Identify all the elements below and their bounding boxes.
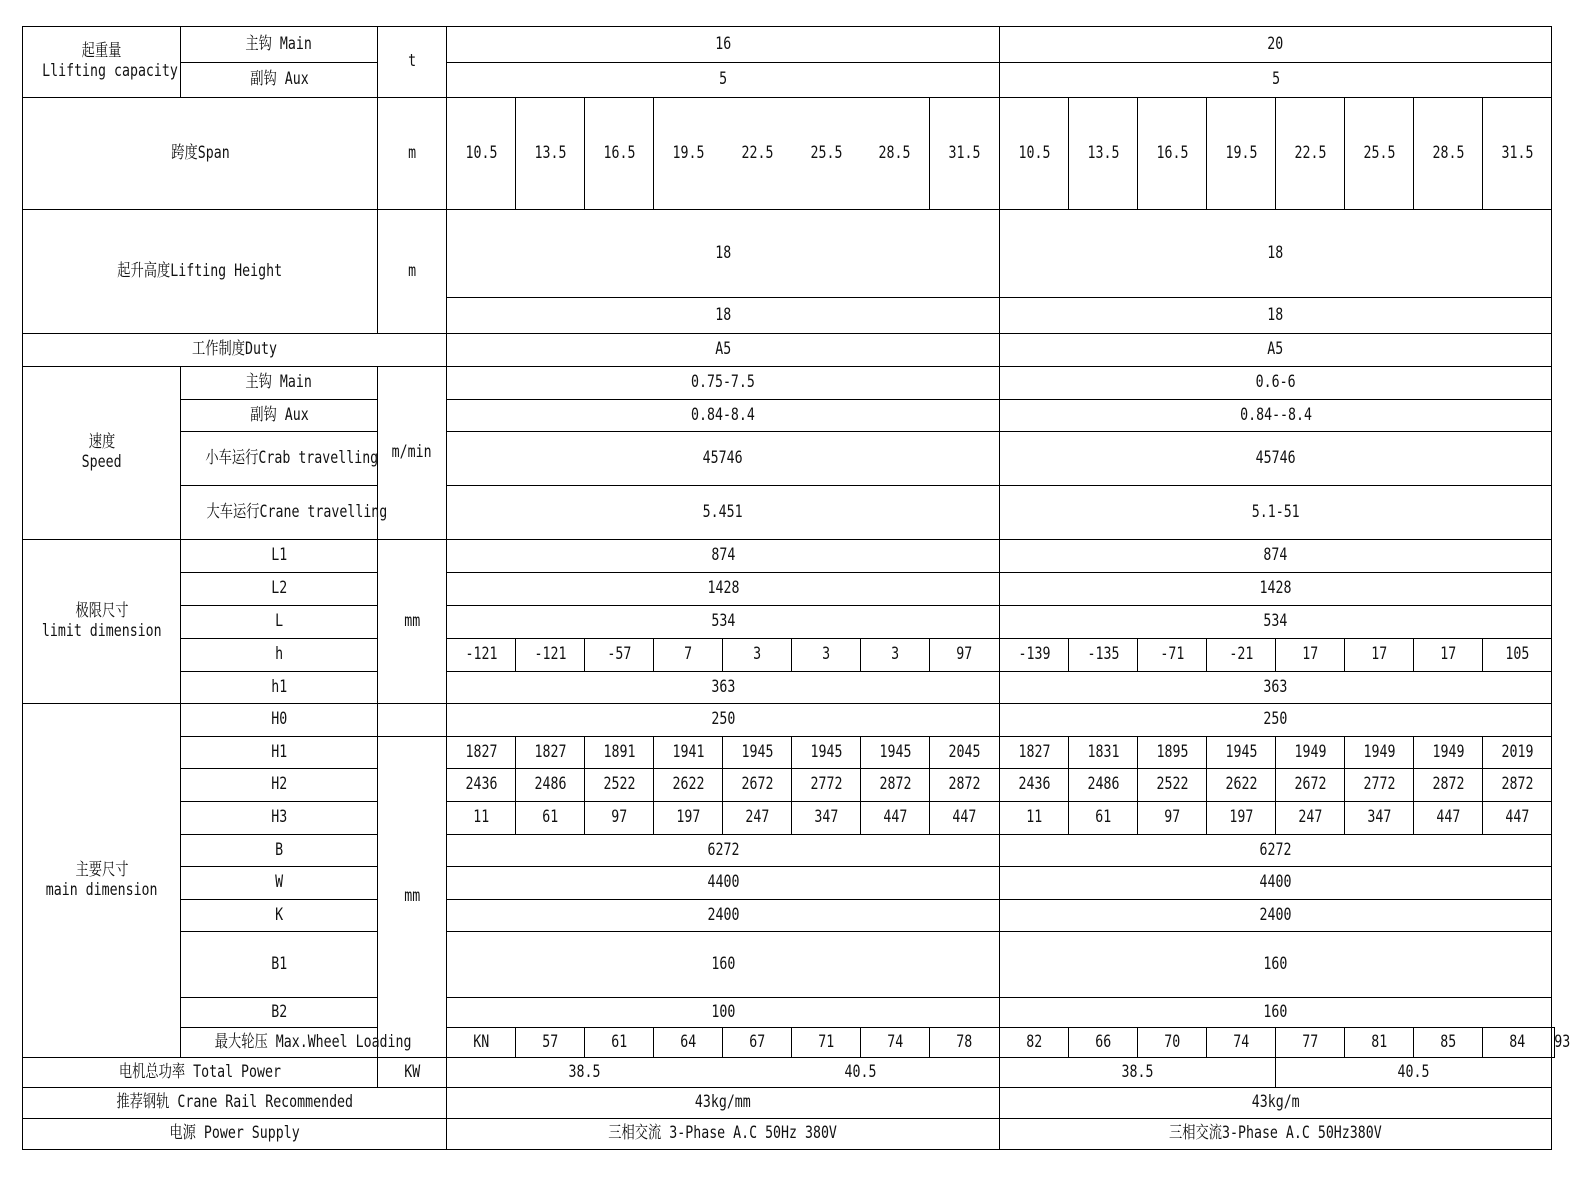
main-dim-H3-cell: 447 — [1414, 802, 1483, 835]
limit-unit: mm — [378, 540, 447, 704]
speed-crane-16: 5.451 — [447, 486, 1000, 540]
capacity-unit: t — [378, 27, 447, 98]
wheel-loading-cell: 85 — [1414, 1028, 1483, 1058]
limit-h-cell: -139 — [1000, 639, 1069, 672]
span-cell: 22.5 — [723, 98, 792, 210]
limit-h-cell: 17 — [1414, 639, 1483, 672]
main-dim-H3-cell: 447 — [1483, 802, 1552, 835]
wheel-loading-cell: 71 — [792, 1028, 861, 1058]
wheel-loading-cell: 66 — [1069, 1028, 1138, 1058]
main-dim-H1-cell: 1949 — [1414, 737, 1483, 769]
span-cell: 28.5 — [861, 98, 930, 210]
wheel-loading-cell: 77 — [1276, 1028, 1345, 1058]
rail-16: 43kg/mm — [447, 1088, 1000, 1119]
limit-h-cell: -135 — [1069, 639, 1138, 672]
wheel-loading-cell: 81 — [1345, 1028, 1414, 1058]
span-cell: 28.5 — [1414, 98, 1483, 210]
limit-L-16: 534 — [447, 606, 1000, 639]
limit-h-cell: -57 — [585, 639, 654, 672]
main-dim-H1-cell: 1895 — [1138, 737, 1207, 769]
limit-h-cell: 3 — [723, 639, 792, 672]
speed-main-label: 主钩 Main — [181, 367, 378, 400]
main-dim-H2-cell: 2672 — [723, 769, 792, 802]
capacity-label — [23, 27, 181, 98]
span-cell: 25.5 — [1345, 98, 1414, 210]
duty-20: A5 — [1000, 334, 1552, 367]
limit-h-cell: -121 — [516, 639, 585, 672]
main-dim-H1-label: H1 — [181, 737, 378, 769]
capacity-main-20: 20 — [1000, 27, 1552, 63]
main-dim-H2-cell: 2772 — [792, 769, 861, 802]
limit-L2-20: 1428 — [1000, 573, 1552, 606]
total-power-unit: KW — [378, 1058, 447, 1088]
main-dim-B2-label: B2 — [181, 998, 378, 1028]
main-dim-H2-cell: 2436 — [1000, 769, 1069, 802]
limit-h1-16: 363 — [447, 672, 1000, 704]
main-dim-B2-16: 100 — [447, 998, 1000, 1028]
capacity-main-16: 16 — [447, 27, 1000, 63]
limit-h-cell: -21 — [1207, 639, 1276, 672]
total-power-c: 38.5 — [1000, 1058, 1276, 1088]
main-dim-H3-cell: 447 — [861, 802, 930, 835]
capacity-aux-20: 5 — [1000, 63, 1552, 98]
main-dim-W-20: 4400 — [1000, 867, 1552, 900]
main-dim-B-20: 6272 — [1000, 835, 1552, 867]
main-dim-H3-cell: 347 — [1345, 802, 1414, 835]
speed-crane-20: 5.1-51 — [1000, 486, 1552, 540]
speed-main-20: 0.6-6 — [1000, 367, 1552, 400]
duty-16: A5 — [447, 334, 1000, 367]
limit-h1-label: h1 — [181, 672, 378, 704]
main-dim-H1-cell: 1941 — [654, 737, 723, 769]
main-dim-H0-16: 250 — [447, 704, 1000, 737]
lifting-height-main-16: 18 — [447, 210, 1000, 298]
power-supply-label: 电源 Power Supply — [23, 1119, 447, 1150]
total-power-b: 40.5 — [723, 1058, 1000, 1088]
main-dim-H1-cell: 1831 — [1069, 737, 1138, 769]
main-dim-H2-cell: 2622 — [654, 769, 723, 802]
main-dim-H2-label: H2 — [181, 769, 378, 802]
speed-aux-16: 0.84-8.4 — [447, 400, 1000, 432]
main-dim-H1-cell: 1891 — [585, 737, 654, 769]
capacity-label-en: Llifting capacity — [42, 61, 178, 81]
speed-crab-20: 45746 — [1000, 432, 1552, 486]
speed-main-16: 0.75-7.5 — [447, 367, 1000, 400]
speed-aux-label: 副钩 Aux — [181, 400, 378, 432]
speed-crab-16: 45746 — [447, 432, 1000, 486]
capacity-aux-16: 5 — [447, 63, 1000, 98]
total-power-d: 40.5 — [1276, 1058, 1552, 1088]
limit-L2-16: 1428 — [447, 573, 1000, 606]
main-dim-H2-cell: 2522 — [1138, 769, 1207, 802]
limit-h-cell: 105 — [1483, 639, 1552, 672]
limit-L1-label: L1 — [181, 540, 378, 573]
main-dim-H3-cell: 61 — [516, 802, 585, 835]
span-cell: 10.5 — [1000, 98, 1069, 210]
wheel-loading-cell: 82 — [1000, 1028, 1069, 1058]
wheel-loading-cell: 78 — [930, 1028, 1000, 1058]
duty-label: 工作制度Duty — [23, 334, 447, 367]
main-dim-H1-cell: 1827 — [447, 737, 516, 769]
main-dim-W-16: 4400 — [447, 867, 1000, 900]
limit-h-cell: -121 — [447, 639, 516, 672]
wheel-loading-cell: 93 — [1552, 1028, 1555, 1058]
wheel-loading-cell: 57 — [516, 1028, 585, 1058]
main-dim-H2-cell: 2486 — [1069, 769, 1138, 802]
wheel-loading-unit: KN — [447, 1028, 516, 1058]
main-dim-W-label: W — [181, 867, 378, 900]
power-supply-16: 三相交流 3-Phase A.C 50Hz 380V — [447, 1119, 1000, 1150]
span-cell: 19.5 — [1207, 98, 1276, 210]
main-dim-H1-cell: 1827 — [1000, 737, 1069, 769]
wheel-loading-cell: 67 — [723, 1028, 792, 1058]
speed-aux-20: 0.84--8.4 — [1000, 400, 1552, 432]
main-dim-B-16: 6272 — [447, 835, 1000, 867]
main-dim-H2-cell: 2772 — [1345, 769, 1414, 802]
main-dim-H2-cell: 2872 — [861, 769, 930, 802]
main-dim-H1-cell: 1945 — [792, 737, 861, 769]
main-dim-H1-cell: 1945 — [723, 737, 792, 769]
main-dim-B1-label: B1 — [181, 932, 378, 998]
main-dim-H1-cell: 1949 — [1276, 737, 1345, 769]
span-unit: m — [378, 98, 447, 210]
main-dim-H3-cell: 197 — [1207, 802, 1276, 835]
main-dim-H2-cell: 2622 — [1207, 769, 1276, 802]
limit-h-cell: -71 — [1138, 639, 1207, 672]
limit-L1-16: 874 — [447, 540, 1000, 573]
main-dim-K-label: K — [181, 900, 378, 932]
limit-h-label: h — [181, 639, 378, 672]
wheel-loading-cell: 74 — [1207, 1028, 1276, 1058]
span-cell: 31.5 — [1483, 98, 1552, 210]
main-dim-H0-unit-blank — [378, 704, 447, 737]
limit-h-cell: 7 — [654, 639, 723, 672]
main-dim-H3-cell: 347 — [792, 802, 861, 835]
capacity-label-cn: 起重量 — [81, 41, 122, 62]
main-dim-unit: mm — [378, 737, 447, 1058]
main-dim-B2-20: 160 — [1000, 998, 1552, 1028]
main-dim-H3-label: H3 — [181, 802, 378, 835]
power-supply-20: 三相交流3-Phase A.C 50Hz380V — [1000, 1119, 1552, 1150]
rail-label: 推荐钢轨 Crane Rail Recommended — [23, 1088, 447, 1119]
lifting-height-aux-20: 18 — [1000, 298, 1552, 334]
main-dim-H2-cell: 2672 — [1276, 769, 1345, 802]
main-dim-H2-cell: 2436 — [447, 769, 516, 802]
main-dim-H3-cell: 97 — [585, 802, 654, 835]
span-cell: 31.5 — [930, 98, 1000, 210]
limit-L2-label: L2 — [181, 573, 378, 606]
limit-h-cell: 17 — [1276, 639, 1345, 672]
lifting-height-main-20: 18 — [1000, 210, 1552, 298]
limit-h-cell: 97 — [930, 639, 1000, 672]
main-dim-H2-cell: 2872 — [1414, 769, 1483, 802]
limit-label: 极限尺寸 limit dimension — [23, 540, 181, 704]
total-power-label: 电机总功率 Total Power — [23, 1058, 378, 1088]
speed-unit: m/min — [378, 367, 447, 540]
limit-h-cell: 3 — [792, 639, 861, 672]
main-dim-H3-cell: 11 — [1000, 802, 1069, 835]
main-dim-H2-cell: 2872 — [1483, 769, 1552, 802]
capacity-aux-label: 副钩 Aux — [181, 63, 378, 98]
lifting-height-label: 起升高度Lifting Height — [23, 210, 378, 334]
main-dim-H1-cell: 1827 — [516, 737, 585, 769]
main-dim-B1-16: 160 — [447, 932, 1000, 998]
main-dim-H0-20: 250 — [1000, 704, 1552, 737]
wheel-loading-cell: 84 — [1483, 1028, 1552, 1058]
main-dim-H2-cell: 2872 — [930, 769, 1000, 802]
main-dim-H1-cell: 1945 — [1207, 737, 1276, 769]
wheel-loading-cell: 74 — [861, 1028, 930, 1058]
crane-spec-table — [22, 26, 1571, 1150]
main-dim-H1-cell: 2045 — [930, 737, 1000, 769]
main-dim-H3-cell: 247 — [1276, 802, 1345, 835]
limit-h-cell: 3 — [861, 639, 930, 672]
speed-crane-label: 大车运行Crane travelling — [181, 486, 378, 540]
main-dim-H3-cell: 447 — [930, 802, 1000, 835]
wheel-loading-cell: 70 — [1138, 1028, 1207, 1058]
main-dim-H2-cell: 2522 — [585, 769, 654, 802]
speed-crab-label: 小车运行Crab travelling — [181, 432, 378, 486]
span-cell: 25.5 — [792, 98, 861, 210]
span-cell: 10.5 — [447, 98, 516, 210]
span-cell: 19.5 — [654, 98, 723, 210]
main-dim-K-16: 2400 — [447, 900, 1000, 932]
lifting-height-unit: m — [378, 210, 447, 334]
wheel-loading-cell: 64 — [654, 1028, 723, 1058]
rail-20: 43kg/m — [1000, 1088, 1552, 1119]
speed-label: 速度 Speed — [23, 367, 181, 540]
span-cell: 16.5 — [585, 98, 654, 210]
main-dim-H2-cell: 2486 — [516, 769, 585, 802]
wheel-loading-cell: 61 — [585, 1028, 654, 1058]
main-dim-K-20: 2400 — [1000, 900, 1552, 932]
lifting-height-aux-16: 18 — [447, 298, 1000, 334]
span-label: 跨度Span — [23, 98, 378, 210]
main-dim-H0-label: H0 — [181, 704, 378, 737]
main-dim-H3-cell: 247 — [723, 802, 792, 835]
main-dim-H1-cell: 1945 — [861, 737, 930, 769]
capacity-main-label: 主钩 Main — [181, 27, 378, 63]
main-dim-H1-cell: 2019 — [1483, 737, 1552, 769]
main-dim-H3-cell: 61 — [1069, 802, 1138, 835]
main-dim-B-label: B — [181, 835, 378, 867]
limit-h1-20: 363 — [1000, 672, 1552, 704]
span-cell: 13.5 — [1069, 98, 1138, 210]
main-dim-B1-20: 160 — [1000, 932, 1552, 998]
total-power-a: 38.5 — [447, 1058, 723, 1088]
limit-h-cell: 17 — [1345, 639, 1414, 672]
main-dim-label: 主要尺寸 main dimension — [23, 704, 181, 1058]
main-dim-H3-cell: 11 — [447, 802, 516, 835]
limit-L1-20: 874 — [1000, 540, 1552, 573]
limit-L-label: L — [181, 606, 378, 639]
wheel-loading-label: 最大轮压 Max.Wheel Loading — [181, 1028, 447, 1058]
span-cell: 16.5 — [1138, 98, 1207, 210]
span-cell: 22.5 — [1276, 98, 1345, 210]
main-dim-H3-cell: 97 — [1138, 802, 1207, 835]
main-dim-H3-cell: 197 — [654, 802, 723, 835]
span-cell: 13.5 — [516, 98, 585, 210]
limit-L-20: 534 — [1000, 606, 1552, 639]
main-dim-H1-cell: 1949 — [1345, 737, 1414, 769]
